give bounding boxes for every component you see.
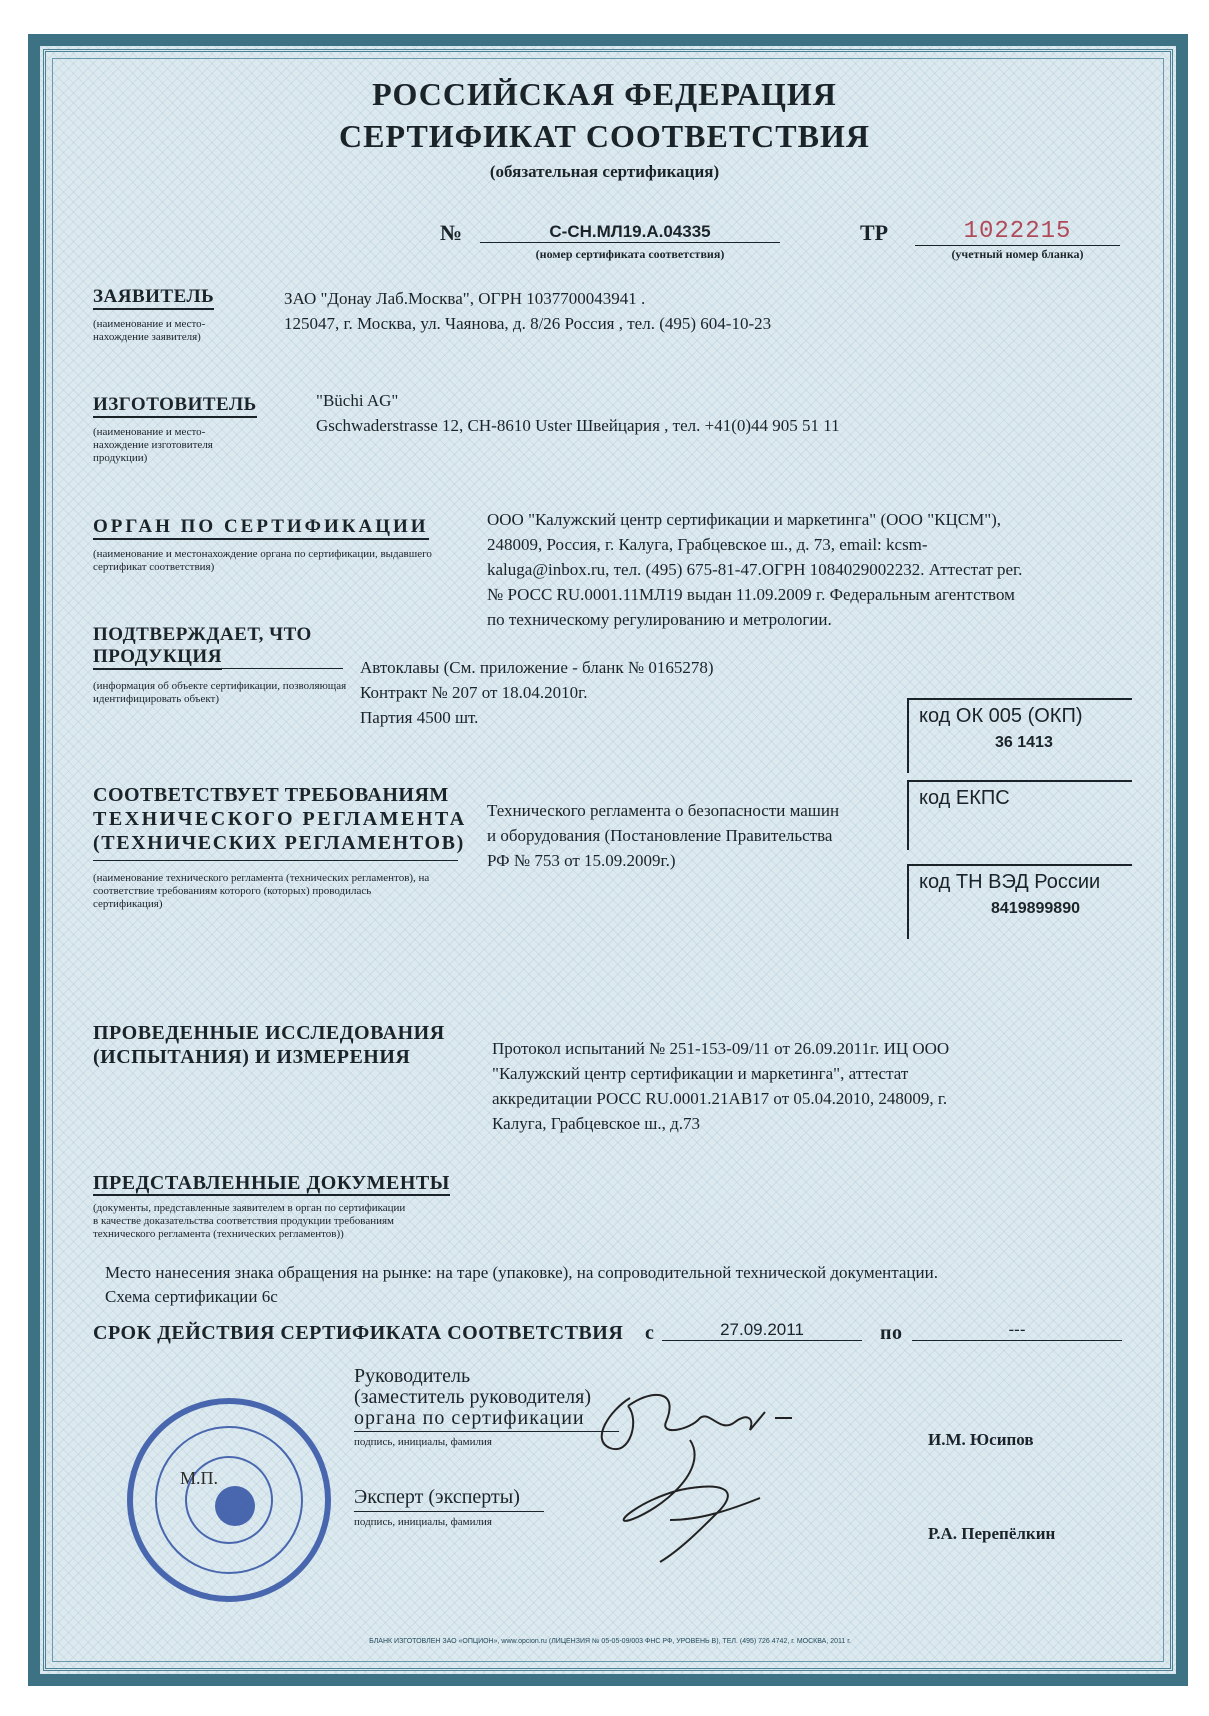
ekps-code-box <box>907 780 1132 850</box>
documents-label: ПРЕДСТАВЛЕННЫЕ ДОКУМЕНТЫ <box>93 1172 450 1194</box>
product-description <box>360 655 714 730</box>
expert-signature-hint: подпись, инициалы, фамилия <box>354 1516 492 1528</box>
cert-body-line: по техническому регулированию и метрологии. <box>487 610 832 629</box>
tests-line: "Калужский центр сертификации и маркетинга", аттестат <box>492 1064 909 1083</box>
validity-from-label: с <box>645 1322 655 1344</box>
ekps-code-label: код ЕКПС <box>919 787 1010 809</box>
regulation-label-2: ТЕХНИЧЕСКОГО РЕГЛАМЕНТА <box>93 808 467 830</box>
regulation-underline <box>93 860 458 861</box>
product-underline <box>93 668 343 669</box>
tnved-code-value: 8419899890 <box>991 900 1080 917</box>
product-label-2: ПРОДУКЦИЯ <box>93 646 222 670</box>
applicant-address: 125047, г. Москва, ул. Чаянова, д. 8/26 Россия , тел. (495) 604-10-23 <box>284 314 772 333</box>
certificate-title: СЕРТИФИКАТ СООТВЕТСТВИЯ <box>339 118 870 154</box>
handwritten-signatures <box>570 1370 870 1580</box>
footer-printer-info: БЛАНК ИЗГОТОВЛЕН ЗАО «ОПЦИОН», www.opcion.ru (ЛИЦЕНЗИЯ № 05-05-09/003 ФНС РФ, УРОВЕНЬ В), ТЕЛ. (495) 726 4742, г. МОСКВА, 2011 г. <box>369 1638 851 1645</box>
tests-line: Калуга, Грабцевское ш., д.73 <box>492 1114 701 1133</box>
regulation-hint: (наименование технического регламента (технических регламентов), на соответствие требованиям которого (которых) проводилась сертификация) <box>93 872 430 910</box>
certificate-number: С-CH.МЛ19.А.04335 <box>480 222 780 243</box>
certification-body-stamp <box>127 1398 331 1602</box>
manufacturer-address: Gschwaderstrasse 12, CH-8610 Uster Швейцария , тел. +41(0)44 905 51 11 <box>316 416 840 435</box>
cert-body-line: № РОСС RU.0001.11МЛ19 выдан 11.09.2009 г. Федеральным агентством <box>487 585 1015 604</box>
certificate-number-hint: (номер сертификата соответствия) <box>535 247 725 261</box>
tests-text <box>492 1036 1132 1136</box>
regulation-text <box>487 798 907 873</box>
certificate-subtitle: (обязательная сертификация) <box>489 162 720 181</box>
manufacturer-hint: (наименование и место-нахождение изготовителя продукции) <box>93 426 213 464</box>
okp-code-box <box>907 698 1132 773</box>
regulation-label-1: СООТВЕТСТВУЕТ ТРЕБОВАНИЯМ <box>93 784 449 806</box>
tr-label: ТР <box>860 220 889 245</box>
blank-number-hint: (учетный номер бланка) <box>951 247 1084 261</box>
stamp-place-label: М.П. <box>180 1468 219 1488</box>
product-line: Контракт № 207 от 18.04.2010г. <box>360 683 588 702</box>
expert-signature-line <box>354 1511 544 1512</box>
number-sign: № <box>440 220 463 245</box>
head-title-line: органа по сертификации <box>354 1407 585 1429</box>
stamp-emblem <box>215 1486 255 1526</box>
okp-code-value: 36 1413 <box>995 734 1053 751</box>
validity-to-label: по <box>880 1322 903 1344</box>
head-title <box>354 1366 591 1429</box>
tests-label-2: (ИСПЫТАНИЯ) И ИЗМЕРЕНИЯ <box>93 1046 411 1068</box>
head-title-line: Руководитель <box>354 1365 471 1387</box>
regulation-line: и оборудования (Постановление Правительства <box>487 826 833 845</box>
tnved-code-label: код ТН ВЭД России <box>919 871 1101 893</box>
cert-body-line: 248009, Россия, г. Калуга, Грабцевское ш., д. 73, email: kcsm- <box>487 535 928 554</box>
validity-to-date: --- <box>912 1320 1122 1341</box>
applicant-label: ЗАЯВИТЕЛЬ <box>93 286 214 310</box>
applicant-name: ЗАО "Донау Лаб.Москва", ОГРН 1037700043941 . <box>284 289 646 308</box>
marking-text: Место нанесения знака обращения на рынке: на таре (упаковке), на сопроводительной технической документации. <box>105 1263 938 1282</box>
product-line: Автоклавы (См. приложение - бланк № 0165278) <box>360 658 714 677</box>
okp-code-label: код ОК 005 (ОКП) <box>919 705 1083 727</box>
documents-hint: (документы, представленные заявителем в орган по сертификации в качестве доказательства соответствия продукции требованиям технического регламента (технических регламентов)) <box>93 1202 406 1240</box>
cert-body-hint: (наименование и местонахождение органа по сертификации, выдавшего сертификат соответствия) <box>93 548 432 573</box>
regulation-label-3: (ТЕХНИЧЕСКИХ РЕГЛАМЕНТОВ) <box>93 832 465 854</box>
head-title-line: (заместитель руководителя) <box>354 1386 592 1408</box>
regulation-line: Технического регламента о безопасности машин <box>487 801 840 820</box>
applicant-hint: (наименование и место-нахождение заявителя) <box>93 318 206 343</box>
head-signature-hint: подпись, инициалы, фамилия <box>354 1436 492 1448</box>
expert-label: Эксперт (эксперты) <box>354 1486 520 1508</box>
regulation-line: РФ № 753 от 15.09.2009г.) <box>487 851 676 870</box>
certification-scheme: Схема сертификации 6с <box>105 1287 278 1306</box>
cert-body-line: kaluga@inbox.ru, тел. (495) 675-81-47.ОГРН 1084029002232. Аттестат рег. <box>487 560 1023 579</box>
tests-line: аккредитации РОСС RU.0001.21АВ17 от 05.04.2010, 248009, г. <box>492 1089 948 1108</box>
head-name: И.М. Юсипов <box>928 1430 1034 1449</box>
validity-label: СРОК ДЕЙСТВИЯ СЕРТИФИКАТА СООТВЕТСТВИЯ <box>93 1322 624 1344</box>
manufacturer-name: "Büchi AG" <box>316 391 399 410</box>
manufacturer-label: ИЗГОТОВИТЕЛЬ <box>93 394 257 418</box>
product-hint: (информация об объекте сертификации, позволяющая идентифицировать объект) <box>93 680 347 705</box>
cert-body-text <box>487 507 1137 632</box>
validity-from-date: 27.09.2011 <box>662 1320 862 1341</box>
country-title: РОССИЙСКАЯ ФЕДЕРАЦИЯ <box>372 76 837 112</box>
blank-number: 1022215 <box>915 218 1120 246</box>
product-label-1: ПОДТВЕРЖДАЕТ, ЧТО <box>93 624 312 645</box>
product-line: Партия 4500 шт. <box>360 708 479 727</box>
tests-label-1: ПРОВЕДЕННЫЕ ИССЛЕДОВАНИЯ <box>93 1022 445 1044</box>
cert-body-label: ОРГАН ПО СЕРТИФИКАЦИИ <box>93 516 429 540</box>
cert-body-line: ООО "Калужский центр сертификации и маркетинга" (ООО "КЦСМ"), <box>487 510 1002 529</box>
expert-name: Р.А. Перепёлкин <box>928 1524 1056 1543</box>
tests-line: Протокол испытаний № 251-153-09/11 от 26.09.2011г. ИЦ ООО <box>492 1039 950 1058</box>
tnved-code-box <box>907 864 1132 939</box>
